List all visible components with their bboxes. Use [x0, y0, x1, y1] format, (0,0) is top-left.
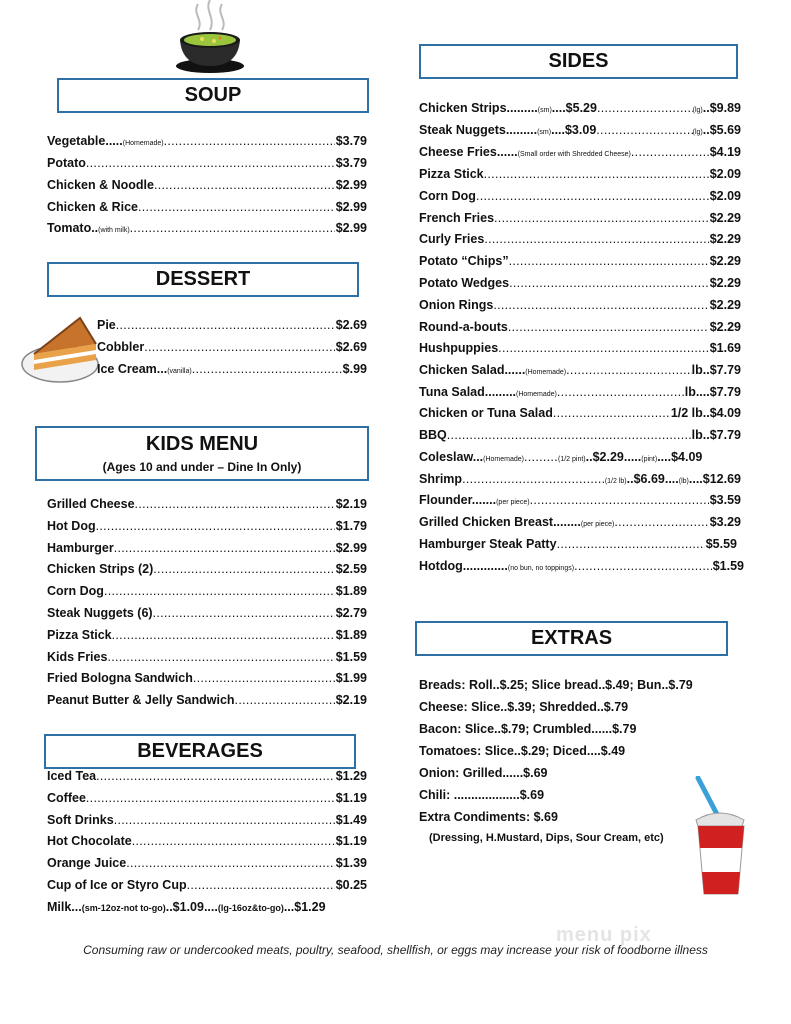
item-price: ..$9.89 — [702, 101, 741, 115]
side-item — [419, 559, 744, 581]
item-price: $2.99 — [335, 221, 367, 235]
item-price: $1.79 — [335, 518, 367, 533]
item-name: Orange Juice — [47, 856, 127, 871]
item-name: Hotdog............. — [419, 559, 508, 573]
side-item — [419, 189, 741, 211]
beverage-item — [47, 769, 367, 791]
side-item — [419, 537, 737, 559]
item-price: $2.69 — [335, 340, 367, 354]
kids-item — [47, 519, 367, 541]
item-name: Pizza Stick — [47, 627, 112, 642]
item-price: $2.29 — [709, 254, 741, 269]
item-note: (sm-12oz-not to-go) — [81, 903, 166, 913]
dessert-item — [97, 362, 367, 384]
item-price: $1.59 — [712, 559, 744, 573]
item-name: Corn Dog — [419, 188, 476, 203]
side-item — [419, 493, 741, 515]
kids-item — [47, 497, 367, 519]
item-price: $1.29 — [335, 769, 367, 783]
extras-line: Extra Condiments: $.69 — [419, 810, 558, 824]
side-item — [419, 254, 741, 276]
item-name: Steak Nuggets (6) — [47, 606, 153, 620]
item-name: Hushpuppies — [419, 341, 499, 356]
item-price: ..$2.29..... — [585, 450, 642, 464]
item-price: $3.29 — [709, 515, 741, 529]
side-item — [419, 515, 741, 537]
extras-line: Breads: Roll..$.25; Slice bread..$.49; Bun..$.79 — [419, 678, 693, 692]
item-name: Ice Cream... — [97, 362, 168, 376]
item-name: Chicken Strips......... — [419, 101, 538, 115]
item-name: Coleslaw... — [419, 450, 484, 464]
item-name: Chicken Strips (2) — [47, 562, 154, 577]
extras-header — [415, 621, 728, 656]
item-note: (lg) — [692, 129, 703, 136]
beverages-title: BEVERAGES — [137, 740, 263, 762]
item-price: $2.79 — [335, 606, 367, 620]
item-unit: 1/2 lb.. — [670, 406, 710, 420]
side-item — [419, 450, 741, 472]
item-price: ....$4.09 — [657, 450, 703, 464]
extras-line: Cheese: Slice..$.39; Shredded..$.79 — [419, 700, 629, 714]
soup-item — [47, 178, 367, 200]
item-name: Fried Bologna Sandwich — [47, 671, 193, 686]
item-name: Kids Fries — [47, 649, 108, 664]
extras-line: Onion: Grilled......$.69 — [419, 766, 548, 780]
dessert-item — [97, 318, 367, 340]
side-item — [419, 167, 741, 189]
item-name: Hamburger Steak Patty — [419, 537, 557, 551]
item-price: $3.59 — [709, 493, 741, 507]
dessert-header — [47, 262, 359, 297]
item-name: Pie — [97, 318, 116, 332]
kids-item — [47, 606, 367, 628]
kids-item — [47, 541, 367, 563]
item-name: Grilled Cheese — [47, 497, 135, 511]
soup-bowl-illustration — [170, 0, 250, 78]
item-name: Tuna Salad......... — [419, 385, 517, 399]
item-note: (Homemade) — [516, 391, 557, 398]
item-note: (sm) — [537, 129, 552, 136]
item-price: ....$3.09 — [551, 123, 597, 137]
kids-item — [47, 562, 367, 584]
item-note: (no bun, no toppings) — [507, 565, 575, 572]
item-price: $1.59 — [335, 649, 367, 664]
item-name: Cup of Ice or Styro Cup — [47, 878, 187, 892]
side-item — [419, 320, 741, 342]
item-price: $2.29 — [709, 276, 741, 290]
item-price: $3.79 — [335, 134, 367, 148]
item-name: Chicken Salad...... — [419, 363, 526, 377]
side-item — [419, 101, 741, 123]
soup-header — [57, 78, 369, 113]
item-price: $2.09 — [709, 188, 741, 203]
item-price: $2.29 — [709, 297, 741, 312]
kids-item — [47, 628, 367, 650]
item-name: Hamburger — [47, 540, 114, 555]
item-name: Round-a-bouts — [419, 319, 508, 334]
extras-title: EXTRAS — [530, 627, 613, 649]
side-item — [419, 472, 741, 494]
item-name: Chicken or Tuna Salad — [419, 406, 553, 420]
item-name: Cobbler — [97, 340, 145, 354]
item-price: $0.25 — [335, 878, 367, 892]
item-price: $2.29 — [709, 232, 741, 247]
kids-menu-header — [35, 426, 369, 481]
item-name: Chicken & Noodle — [47, 178, 154, 192]
side-item — [419, 298, 741, 320]
dessert-item — [97, 340, 367, 362]
item-price: $1.49 — [335, 812, 367, 827]
item-price: ..$1.09.... — [165, 900, 218, 914]
item-name: Chicken & Rice — [47, 200, 139, 214]
soup-item — [47, 200, 367, 222]
item-price: $7.79 — [709, 385, 741, 399]
kids-item — [47, 693, 367, 715]
item-price: $2.09 — [709, 167, 741, 181]
item-price: $1.19 — [335, 790, 367, 805]
item-name: BBQ — [419, 428, 447, 442]
extras-line: Bacon: Slice..$.79; Crumbled......$.79 — [419, 722, 637, 736]
beverage-item — [47, 791, 367, 813]
item-note: (pint) — [641, 456, 658, 463]
watermark: menu pix — [556, 924, 652, 946]
item-price: $4.09 — [709, 406, 741, 420]
item-note: (Homemade) — [525, 369, 567, 376]
item-price: $1.89 — [335, 627, 367, 642]
item-price: $2.29 — [709, 210, 741, 225]
sides-header — [419, 44, 738, 79]
item-price: $1.89 — [335, 584, 367, 599]
item-price: ..$5.69 — [702, 123, 741, 137]
item-name: Vegetable..... — [47, 134, 123, 148]
item-note: (Homemade) — [122, 140, 164, 147]
item-name: Milk... — [47, 900, 82, 914]
side-item — [419, 276, 741, 298]
item-price: $2.69 — [335, 318, 367, 332]
kids-item — [47, 584, 367, 606]
item-name: Potato Wedges — [419, 276, 510, 290]
item-price: ....$5.29 — [551, 101, 597, 115]
item-name: Tomato.. — [47, 221, 99, 235]
item-note: (Homemade) — [483, 456, 525, 463]
item-price: $2.29 — [709, 319, 741, 334]
item-name: Potato — [47, 156, 86, 170]
item-price: $7.79 — [709, 428, 741, 442]
side-item — [419, 363, 741, 385]
item-price: $3.79 — [335, 156, 367, 170]
item-name: Soft Drinks — [47, 812, 114, 827]
item-price: $2.99 — [335, 200, 367, 214]
milk-item — [47, 900, 367, 922]
item-note: (per piece) — [496, 499, 530, 506]
item-price: ....$12.69 — [688, 472, 741, 486]
extras-line: Tomatoes: Slice..$.29; Diced....$.49 — [419, 744, 626, 758]
beverages-header — [44, 734, 356, 769]
item-note: (lg-16oz&to-go) — [217, 903, 284, 913]
item-unit: lb.. — [691, 428, 710, 442]
soup-item — [47, 221, 367, 243]
item-price: $.99 — [342, 362, 367, 376]
item-note: (lg) — [692, 107, 703, 114]
item-price: $7.79 — [709, 363, 741, 377]
item-name: Curly Fries — [419, 232, 485, 247]
item-name: Pizza Stick — [419, 167, 484, 181]
side-item — [419, 211, 741, 233]
side-item — [419, 123, 741, 145]
item-name: Steak Nuggets......... — [419, 123, 538, 137]
soup-title: SOUP — [184, 84, 242, 106]
kids-item — [47, 650, 367, 672]
beverage-item — [47, 856, 367, 878]
dessert-title: DESSERT — [155, 268, 251, 290]
kids-item — [47, 671, 367, 693]
item-price: $5.59 — [705, 537, 737, 551]
item-unit: lb.. — [691, 363, 710, 377]
item-note: (Small order with Shredded Cheese) — [517, 151, 631, 158]
item-price: ..$6.69.... — [626, 472, 679, 486]
item-name: Hot Dog — [47, 518, 96, 533]
side-item — [419, 341, 741, 363]
item-price: ...$1.29 — [283, 900, 326, 914]
item-name: French Fries — [419, 210, 495, 225]
side-item — [419, 428, 741, 450]
kids-menu-title: KIDS MENU — [145, 433, 259, 455]
item-name: Hot Chocolate — [47, 834, 132, 849]
item-note: (per piece) — [580, 521, 615, 528]
soup-item — [47, 156, 367, 178]
item-unit: lb.... — [684, 385, 710, 399]
sides-title: SIDES — [548, 50, 609, 72]
pie-slice-illustration — [20, 310, 100, 390]
item-name: Corn Dog — [47, 584, 104, 599]
beverage-item — [47, 878, 367, 900]
extras-note: (Dressing, H.Mustard, Dips, Sour Cream, etc) — [429, 832, 664, 844]
item-price: $1.69 — [709, 341, 741, 356]
soup-item — [47, 134, 367, 156]
item-price: $2.99 — [335, 178, 367, 192]
food-safety-disclaimer: Consuming raw or undercooked meats, poultry, seafood, shellfish, or eggs may increase your risk of foodborne illness — [83, 943, 708, 957]
item-price: $2.19 — [335, 693, 367, 708]
item-price: $1.19 — [335, 834, 367, 849]
item-note: (with milk) — [98, 227, 130, 234]
item-price: $2.19 — [335, 497, 367, 511]
item-name: Cheese Fries...... — [419, 145, 518, 159]
extras-line: Chili: ...................$.69 — [419, 788, 545, 802]
item-price: $2.99 — [335, 540, 367, 555]
side-item — [419, 145, 741, 167]
side-item — [419, 385, 741, 407]
item-note: (1/2 pint) — [558, 456, 586, 463]
item-name: Peanut Butter & Jelly Sandwich — [47, 693, 235, 708]
item-note: (sm) — [537, 107, 552, 114]
drink-cup-illustration — [690, 776, 752, 898]
item-note: (vanilla) — [167, 368, 192, 375]
item-name: Onion Rings — [419, 297, 494, 312]
item-price: $1.99 — [335, 671, 367, 686]
item-note: (1/2 lb) — [604, 478, 627, 485]
item-name: Flounder....... — [419, 493, 497, 507]
item-price: $4.19 — [709, 145, 741, 159]
beverage-item — [47, 834, 367, 856]
kids-menu-subtitle: (Ages 10 and under – Dine In Only) — [102, 460, 302, 474]
item-name: Coffee — [47, 790, 86, 805]
item-price: $1.39 — [335, 856, 367, 871]
item-name: Shrimp — [419, 472, 463, 486]
item-name: Grilled Chicken Breast........ — [419, 515, 581, 529]
side-item — [419, 406, 741, 428]
item-name: Iced Tea — [47, 769, 97, 783]
side-item — [419, 232, 741, 254]
item-name: Potato “Chips” — [419, 254, 509, 269]
item-note: (lb) — [678, 478, 689, 485]
beverage-item — [47, 813, 367, 835]
item-price: $2.59 — [335, 562, 367, 577]
